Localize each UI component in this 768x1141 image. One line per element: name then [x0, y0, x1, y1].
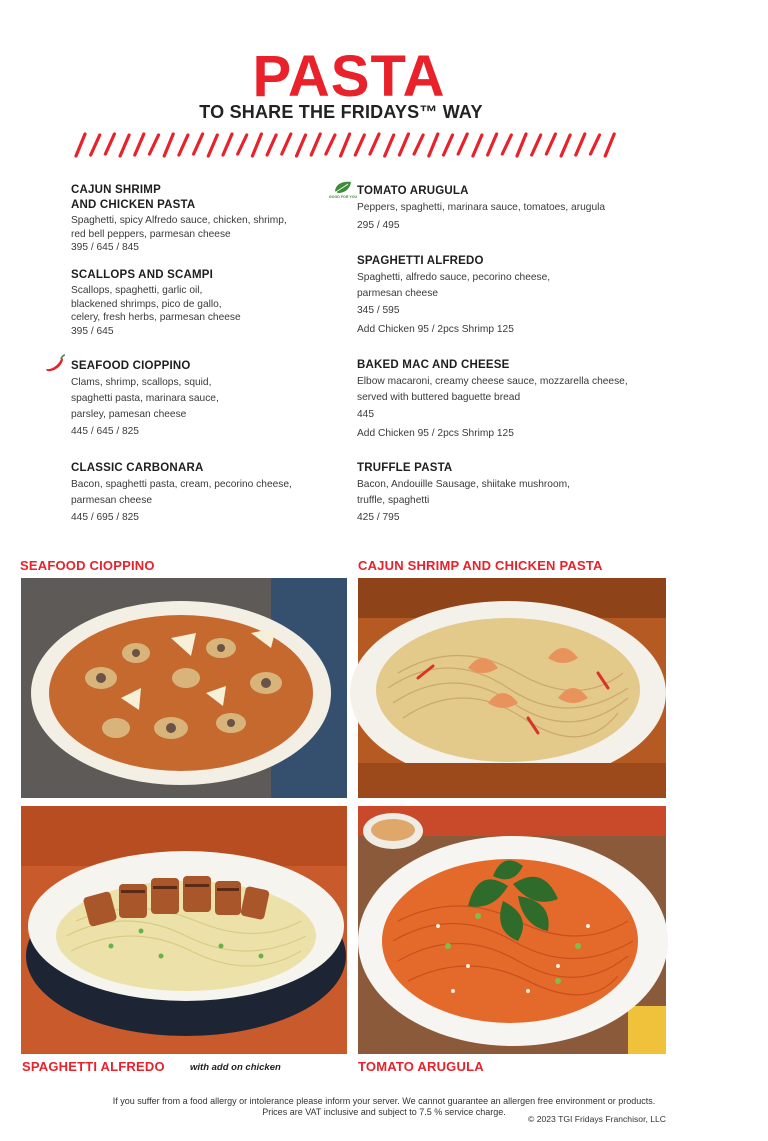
slash-stroke	[326, 135, 335, 154]
photo-tomato-arugula	[358, 806, 666, 1054]
slash-stroke	[179, 135, 188, 155]
allergen-notice: If you suffer from a food allergy or intolerance please inform your server. We cannot guarantee an allergen free environment or products.	[112, 1096, 656, 1106]
copyright-notice: © 2023 TGI Fridays Franchisor, LLC	[528, 1114, 666, 1124]
slash-stroke	[150, 135, 159, 154]
slash-stroke	[576, 134, 585, 155]
item-addon: Add Chicken 95 / 2pcs Shrimp 125	[357, 324, 514, 335]
slash-stroke	[370, 134, 379, 154]
page-subtitle: TO SHARE THE FRIDAYS™ WAY	[199, 102, 483, 122]
slash-stroke	[297, 135, 306, 156]
item-description: Elbow macaroni, creamy cheese sauce, mozzarella cheese, served with buttered baguette bread	[357, 376, 628, 403]
photo-caption-seafood-cioppino: SEAFOOD CIOPPINO	[20, 558, 155, 573]
item-name: AND CHICKEN PASTA	[71, 199, 196, 211]
item-description: Scallops, spaghetti, garlic oil, blackened shrimps, pico de gallo, celery, fresh herbs, parmesan cheese	[71, 285, 241, 323]
item-name: BAKED MAC AND CHEESE	[357, 359, 510, 371]
slash-stroke	[458, 134, 467, 154]
menu-item-tomato-arugula	[357, 184, 657, 236]
item-description: Clams, shrimp, scallops, squid, spaghetti pasta, marinara sauce, parsley, pamesan cheese	[71, 377, 219, 420]
slash-stroke	[502, 135, 511, 154]
slash-stroke	[208, 135, 217, 156]
menu-item-scallops-and-scampi	[71, 268, 331, 338]
red-slash-divider	[70, 130, 620, 160]
item-price: 445 / 695 / 825	[71, 512, 139, 523]
slash-stroke	[194, 134, 203, 154]
slash-stroke	[473, 135, 482, 156]
slash-stroke	[135, 134, 144, 155]
item-price: 345 / 595	[357, 305, 400, 316]
menu-item-seafood-cioppino	[71, 359, 331, 441]
menu-item-spaghetti-alfredo	[357, 254, 657, 338]
slash-stroke	[105, 134, 114, 154]
slash-stroke	[429, 134, 438, 156]
slash-stroke	[341, 134, 350, 156]
menu-item-baked-mac-and-cheese	[357, 358, 657, 442]
item-name: CAJUN SHRIMP	[71, 184, 161, 196]
slash-stroke	[355, 135, 364, 155]
slash-stroke	[76, 134, 85, 156]
item-price: 445	[357, 409, 374, 420]
slash-stroke	[91, 135, 100, 155]
item-price: 445 / 645 / 825	[71, 426, 139, 437]
item-name: SPAGHETTI ALFREDO	[357, 255, 484, 267]
item-description: Bacon, Andouille Sausage, shiitake mushroom, truffle, spaghetti	[357, 479, 570, 506]
page-title: PASTA	[252, 44, 446, 109]
vat-notice: Prices are VAT inclusive and subject to 7.5 % service charge.	[262, 1107, 506, 1117]
slash-stroke	[252, 134, 261, 156]
menu-item-classic-carbonara	[71, 461, 331, 527]
item-description: Spaghetti, spicy Alfredo sauce, chicken, shrimp, red bell peppers, parmesan cheese	[71, 215, 287, 240]
slash-stroke	[414, 135, 423, 154]
slash-stroke	[444, 135, 453, 155]
slash-stroke	[164, 134, 173, 156]
badge-text: GOOD FOR YOU	[328, 195, 358, 199]
item-description: Bacon, spaghetti pasta, cream, pecorino cheese, parmesan cheese	[71, 479, 292, 506]
slash-stroke	[532, 135, 541, 155]
menu-item-cajun-shrimp-chicken-pasta	[71, 183, 331, 255]
slash-stroke	[385, 135, 394, 156]
slash-stroke	[282, 134, 291, 154]
slash-stroke	[561, 135, 570, 156]
slash-stroke	[120, 135, 129, 156]
photo-caption-cajun-shrimp: CAJUN SHRIMP AND CHICKEN PASTA	[358, 558, 603, 573]
item-name: TRUFFLE PASTA	[357, 462, 453, 474]
photo-spaghetti-alfredo	[21, 806, 347, 1054]
photo-caption-note: with add on chicken	[190, 1062, 281, 1073]
chili-pepper-icon	[44, 354, 66, 374]
slash-stroke	[267, 135, 276, 155]
good-for-you-leaf-icon	[328, 179, 358, 201]
item-addon: Add Chicken 95 / 2pcs Shrimp 125	[357, 428, 514, 439]
item-price: 425 / 795	[357, 512, 400, 523]
slash-stroke	[488, 134, 497, 155]
photo-caption-tomato-arugula: TOMATO ARUGULA	[358, 1059, 484, 1074]
item-name: TOMATO ARUGULA	[357, 185, 469, 197]
photo-seafood-cioppino	[21, 578, 347, 798]
slash-stroke	[605, 134, 614, 156]
slash-stroke	[517, 134, 526, 156]
slash-stroke	[399, 134, 408, 155]
item-price: 295 / 495	[357, 220, 400, 231]
item-description: Peppers, spaghetti, marinara sauce, tomatoes, arugula	[357, 202, 606, 213]
item-price: 395 / 645	[71, 325, 114, 337]
slash-stroke	[238, 135, 247, 154]
item-name: CLASSIC CARBONARA	[71, 462, 204, 474]
item-price: 395 / 645 / 845	[71, 242, 139, 253]
item-name: SCALLOPS AND SCAMPI	[71, 269, 214, 281]
slash-stroke	[311, 134, 320, 155]
slash-stroke	[546, 134, 555, 154]
item-description: Spaghetti, alfredo sauce, pecorino cheese, parmesan cheese	[357, 272, 551, 299]
slash-stroke	[591, 135, 600, 154]
item-name: SEAFOOD CIOPPINO	[71, 360, 191, 372]
menu-item-truffle-pasta	[357, 461, 657, 527]
photo-cajun-shrimp-chicken-pasta	[358, 578, 666, 798]
slash-stroke	[223, 134, 232, 155]
photo-caption-spaghetti-alfredo: SPAGHETTI ALFREDO	[22, 1059, 165, 1074]
